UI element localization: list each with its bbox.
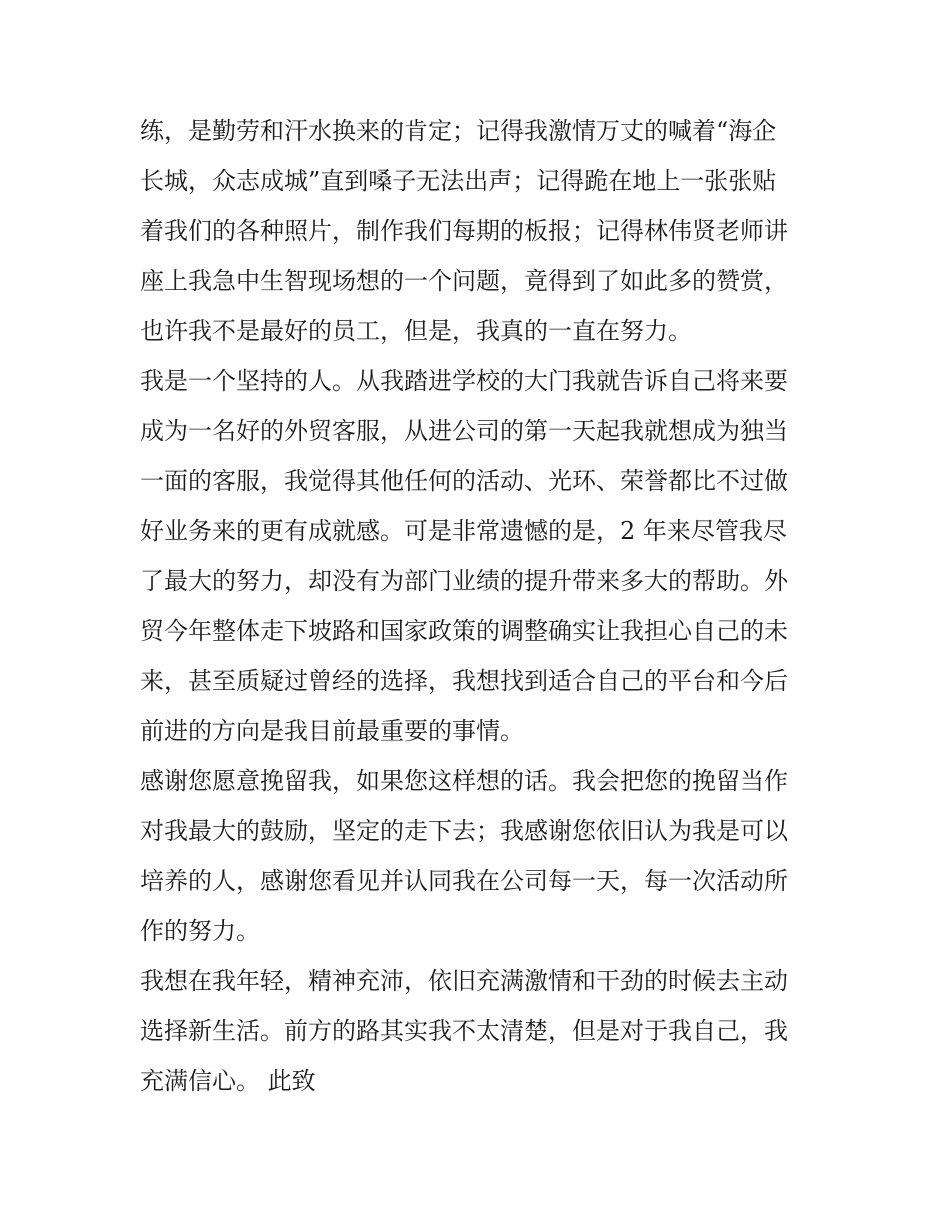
text-line: 练，是勤劳和汗水换来的肯定；记得我激情万丈的喊着“海企	[140, 117, 777, 145]
text-line: 长城，众志成城”直到嗓子无法出声；记得跪在地上一张张贴	[140, 167, 777, 195]
text-line: 座上我急中生智现场想的一个问题，竟得到了如此多的赞赏，	[140, 267, 788, 295]
text-line: 我是一个坚持的人。从我踏进学校的大门我就告诉自己将来要	[140, 367, 788, 395]
text-line: 充满信心。 此致	[140, 1067, 316, 1095]
text-line: 着我们的各种照片，制作我们每期的板报；记得林伟贤老师讲	[140, 217, 788, 245]
document-body	[140, 106, 820, 1106]
text-line: 贸今年整体走下坡路和国家政策的调整确实让我担心自己的未	[140, 617, 788, 645]
text-line: 也许我不是最好的员工，但是，我真的一直在努力。	[140, 317, 692, 345]
text-line: 对我最大的鼓励，坚定的走下去；我感谢您依旧认为我是可以	[140, 817, 788, 845]
text-line: 来，甚至质疑过曾经的选择，我想找到适合自己的平台和今后	[140, 667, 788, 695]
text-line: 了最大的努力，却没有为部门业绩的提升带来多大的帮助。外	[140, 567, 788, 595]
text-line: 选择新生活。前方的路其实我不太清楚，但是对于我自己，我	[140, 1017, 788, 1045]
text-line: 成为一名好的外贸客服，从进公司的第一天起我就想成为独当	[140, 417, 788, 445]
text-line: 我想在我年轻，精神充沛，依旧充满激情和干劲的时候去主动	[140, 967, 788, 995]
text-line: 感谢您愿意挽留我，如果您这样想的话。我会把您的挽留当作	[140, 767, 788, 795]
text-line: 好业务来的更有成就感。可是非常遗憾的是，2 年来尽管我尽	[140, 517, 787, 545]
text-line: 培养的人，感谢您看见并认同我在公司每一天，每一次活动所	[140, 867, 788, 895]
text-line: 作的努力。	[140, 917, 260, 945]
text-line: 一面的客服，我觉得其他任何的活动、光环、荣誉都比不过做	[140, 467, 788, 495]
text-line: 前进的方向是我目前最重要的事情。	[140, 717, 524, 745]
